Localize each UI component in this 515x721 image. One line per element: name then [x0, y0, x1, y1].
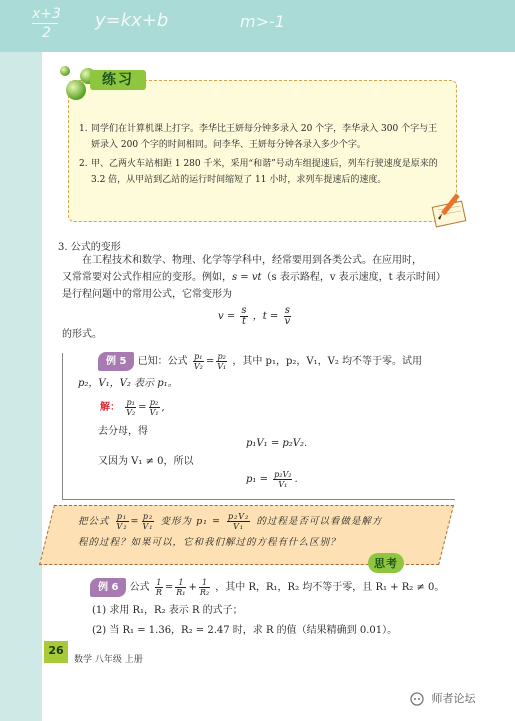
text-line: （s 表示路程，v 表示速度，t 表示时间） — [261, 272, 446, 283]
fraction — [125, 398, 136, 417]
page-number: 26 — [48, 644, 64, 657]
paragraph-1 — [62, 252, 452, 269]
fraction — [116, 512, 129, 531]
formula-velocity-time — [218, 306, 293, 327]
example-5-eq-3 — [246, 470, 298, 489]
numerator: s — [284, 305, 290, 316]
formula-left: v = — [218, 311, 236, 322]
example-6-line-1 — [90, 578, 444, 597]
period: . — [294, 474, 298, 485]
paragraph-1-line-2 — [62, 269, 452, 286]
practice-tab-label: 练习 — [90, 70, 146, 90]
formula-left: p₁ = — [196, 516, 221, 527]
denominator: V₂ — [126, 408, 136, 417]
paragraph-1-line-3: 是行程问题中的常用公式，它常变形为 — [62, 289, 232, 300]
fraction — [273, 470, 292, 489]
numerator: p₂ — [142, 512, 154, 521]
text-line: 已知：公式 — [137, 356, 188, 367]
book-title: 数学 八年级 上册 — [74, 655, 143, 665]
denominator: V₂ — [116, 522, 128, 531]
formula-inline: s = vt — [232, 272, 262, 283]
example-5-step-clear: 去分母，得 — [98, 426, 148, 437]
text-line: 公式 — [129, 582, 150, 593]
example-5-solution: 解： $\frac{\text{p₁}}{\text{V₂}}$ = $\frac{\text{p₂}}{\text{V₁}}$ , — [100, 398, 165, 417]
plus: + — [188, 582, 197, 593]
example-5-line-1: 例 5 已知：公式 $\frac{\text{p₁}}{\text{V₂}}$ = $\frac{\text{p₂}}{\text{V₁}}$ ，其中 p₁，p₂，V₁，V₂ 均不等于零。试用 — [98, 352, 422, 371]
text-line: ，其中 R，R₁，R₂ 均不等于零，且 R₁ + R₂ ≠ 0。 — [215, 582, 445, 593]
watermark-text: 师者论坛 — [431, 692, 476, 705]
practice-box — [68, 80, 457, 222]
text-line: 变形为 — [160, 516, 193, 527]
denominator: V₁ — [217, 362, 227, 371]
think-line-1: 把公式 $\frac{\text{p₁}}{\text{V₂}}$ = $\frac{\text{p₂}}{\text{V₁}}$ 变形为 p₁ = $\frac{\text{p₂V₂}}{\text{V₁}}$ 的过程是否可以看做是解方 — [78, 512, 383, 531]
numerator: s — [241, 305, 247, 316]
formula-left: ，t = — [252, 311, 279, 322]
denominator: V₁ — [233, 522, 245, 531]
denominator: t — [241, 316, 246, 327]
denominator: R₂ — [199, 588, 210, 597]
denominator: v — [284, 316, 291, 327]
paragraph-2: 的形式。 — [62, 329, 102, 340]
item-number: 2. — [79, 159, 88, 169]
numerator: 1 — [199, 578, 210, 588]
practice-item-1 — [79, 121, 439, 153]
denominator: V₁ — [149, 408, 159, 417]
fraction — [284, 306, 292, 327]
item-number: 1. — [79, 124, 88, 134]
numerator: p₁ — [194, 352, 203, 361]
fraction — [240, 306, 247, 327]
numerator: p₁ — [126, 398, 135, 407]
denominator: V₁ — [142, 522, 154, 531]
fraction — [193, 352, 204, 371]
numerator: p₂ — [149, 398, 159, 407]
equals: = — [138, 402, 147, 413]
green-ball-icon — [60, 66, 70, 76]
fraction — [216, 352, 227, 371]
practice-tab — [60, 66, 160, 92]
decor-equation-1: y=kx+b — [95, 10, 169, 31]
numerator: p₂V₂ — [274, 470, 292, 479]
practice-item-2 — [79, 156, 439, 188]
chat-bubble-icon — [410, 692, 424, 706]
numerator: 1 — [175, 578, 186, 588]
example-5-step-because: 又因为 V₁ ≠ 0，所以 — [98, 456, 194, 467]
fraction — [155, 578, 163, 597]
side-strip — [0, 0, 42, 721]
text-line: 又常常要对公式作相应的变形。例如， — [62, 272, 232, 283]
text-line: 的过程是否可以看做是解方 — [256, 516, 383, 527]
example-5-eq-2: p₁V₁ = p₂V₂. — [246, 438, 308, 449]
text-line: 把公式 — [78, 516, 110, 527]
denominator: V₁ — [278, 480, 288, 489]
think-tag: 思考 — [368, 553, 404, 573]
numerator: p₂V₂ — [227, 512, 250, 521]
denominator: V₂ — [193, 362, 203, 371]
think-text — [78, 511, 458, 553]
green-ball-icon — [66, 80, 86, 100]
numerator: p₂ — [217, 352, 226, 361]
numerator: p₁ — [116, 512, 128, 521]
fraction — [175, 578, 186, 597]
example-6-question-2: (2) 当 R₁ = 1.36，R₂ = 2.47 时，求 R 的值（结果精确到 0.01）。 — [92, 625, 398, 636]
decor-fraction: x+3 2 — [32, 6, 61, 41]
text-line: ，其中 p₁，p₂，V₁，V₂ 均不等于零。试用 — [232, 356, 423, 367]
think-line-2: 程的过程？如果可以，它和我们解过的方程有什么区别？ — [78, 537, 341, 548]
example-6-badge: 例 6 — [90, 578, 126, 597]
fraction — [227, 512, 250, 531]
numerator: 1 — [156, 578, 162, 587]
denominator: R — [155, 588, 162, 597]
example-6-question-1: (1) 求用 R₁，R₂ 表示 R 的式子； — [92, 605, 243, 616]
watermark — [410, 690, 476, 706]
formula-left: p₁ = — [246, 474, 268, 485]
item-text: 甲、乙两火车站相距 1 280 千米，采用“和谐”号动车组提速后，列车行驶速度是原来的 3.2 倍，从甲站到乙站的运行时间缩短了 11 小时，求列车提速后的速度。 — [91, 159, 438, 185]
pencil-notebook-icon — [430, 190, 470, 230]
denominator: R₁ — [176, 588, 186, 597]
fraction — [142, 512, 155, 531]
fraction — [149, 398, 160, 417]
decor-equation-2: m>-1 — [240, 12, 285, 31]
solve-label: 解： — [100, 402, 120, 413]
equals: = — [164, 582, 174, 593]
section-title: 3. 公式的变形 — [58, 242, 121, 253]
fraction — [199, 578, 210, 597]
example-5-badge: 例 5 — [98, 352, 134, 371]
example-5-line-2: p₂，V₁，V₂ 表示 p₁。 — [78, 378, 178, 389]
text-line: 在工程技术和数学、物理、化学等学科中，经常要用到各类公式。在应用时， — [82, 255, 422, 266]
item-text: 同学们在计算机课上打字。李华比王妍每分钟多录入 20 个字，李华录入 300 个字与王妍录入 200 个字的时间相同。问李华、王妍每分钟各录入多少个字。 — [91, 124, 438, 150]
